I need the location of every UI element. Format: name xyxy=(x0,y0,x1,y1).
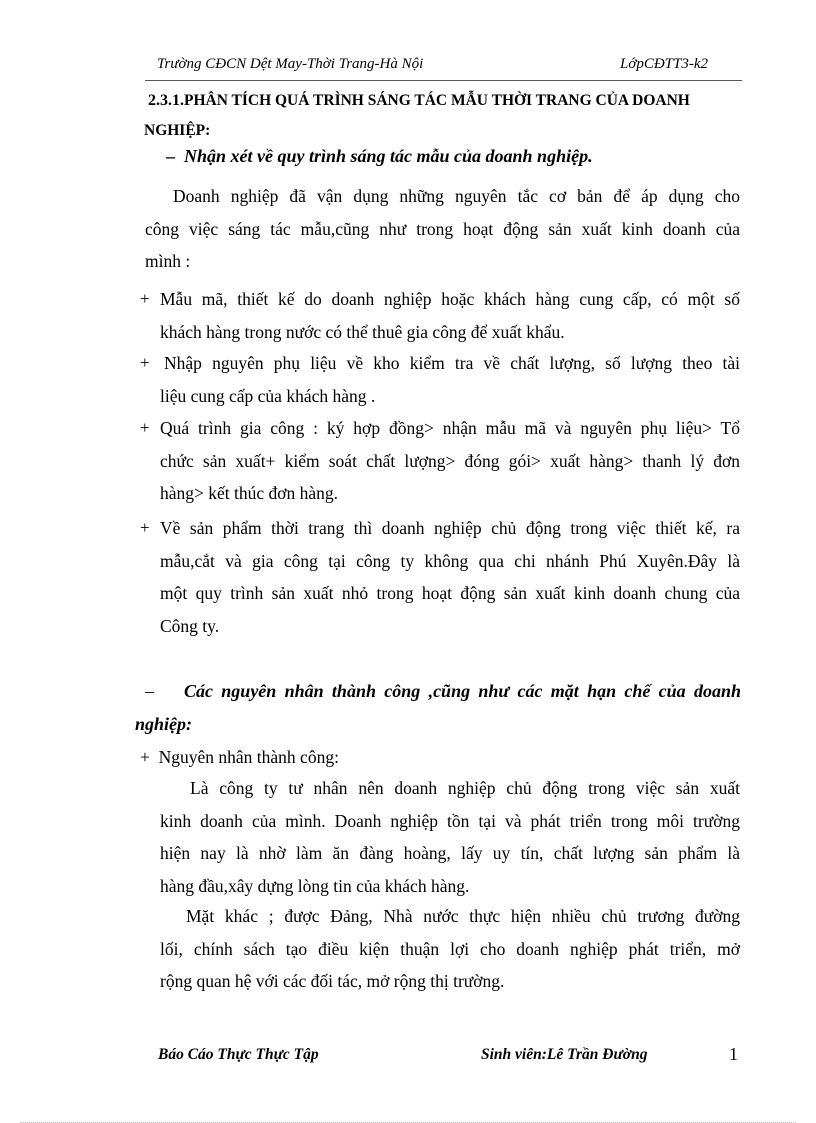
section-title xyxy=(144,86,744,146)
bullet-2 xyxy=(140,347,740,412)
section-title-line2: NGHIỆP: xyxy=(144,122,211,139)
intro-paragraph xyxy=(145,180,740,278)
intro-line-2: công việc sáng tác mẫu,cũng như trong hoạt động sản xuất kinh doanh của xyxy=(145,218,740,239)
bullet-1-sign: + xyxy=(140,289,150,308)
header-school: Trường CĐCN Dệt May-Thời Trang-Hà Nội xyxy=(157,56,424,72)
success-sign: + xyxy=(140,747,150,767)
header-divider xyxy=(145,80,742,81)
bullet-4 xyxy=(140,512,740,642)
bullet-3-line-1: Quá trình gia công : ký hợp đồng> nhận mẫu mã và nguyên phụ liệu> Tổ xyxy=(160,418,740,438)
bullet-3-line-2: chức sản xuất+ kiểm soát chất lượng> đóng gói> xuất hàng> thanh lý đơn xyxy=(160,450,740,471)
bullet-1-line-1: Mẫu mã, thiết kế do doanh nghiệp hoặc khách hàng cung cấp, có một số xyxy=(160,289,740,309)
subheading-2-line-2: nghiệp: xyxy=(135,714,193,734)
intro-line-1: Doanh nghiệp đã vận dụng những nguyên tắc cơ bản để áp dụng cho xyxy=(173,186,740,206)
success-paragraph-2 xyxy=(160,900,740,998)
success-p1-line-4: hàng đầu,xây dựng lòng tin của khách hàng. xyxy=(160,875,470,896)
footer-student: Sinh viên:Lê Trần Đường xyxy=(481,1046,648,1063)
header-class: LớpCĐTT3-k2 xyxy=(620,56,709,72)
success-label-text: Nguyên nhân thành công: xyxy=(158,747,339,767)
section-title-line1: PHÂN TÍCH QUÁ TRÌNH SÁNG TÁC MẪU THỜI TRANG CỦA DOANH xyxy=(184,92,690,109)
success-paragraph-1 xyxy=(160,772,740,902)
bullet-1-line-2: khách hàng trong nước có thể thuê gia công để xuất khẩu. xyxy=(160,321,565,342)
bullet-2-line-1: Nhập nguyên phụ liệu về kho kiểm tra về chất lượng, số lượng theo tài xyxy=(164,353,740,373)
bullet-2-sign: + xyxy=(140,353,150,372)
success-p1-line-1: Là công ty tư nhân nên doanh nghiệp chủ động trong việc sản xuất xyxy=(190,778,740,798)
bullet-4-sign: + xyxy=(140,518,150,537)
subheading-1 xyxy=(166,146,593,167)
bullet-3-line-3: hàng> kết thúc đơn hàng. xyxy=(160,483,339,503)
success-p1-line-2: kinh doanh của mình. Doanh nghiệp tồn tại và phát triển trong môi trường xyxy=(160,810,740,831)
success-p2-line-3: rộng quan hệ với các đối tác, mở rộng thị trường. xyxy=(160,971,505,991)
subheading-2 xyxy=(135,675,741,741)
success-p2-line-1: Mặt khác ; được Đảng, Nhà nước thực hiện nhiều chủ trương đường xyxy=(186,906,740,926)
subheading-1-text: Nhận xét về quy trình sáng tác mẫu của doanh nghiệp. xyxy=(184,146,593,166)
success-p2-line-2: lối, chính sách tạo điều kiện thuận lợi cho doanh nghiệp phát triển, mở xyxy=(160,938,740,959)
footer-report-title: Báo Cáo Thực Thực Tập xyxy=(158,1046,319,1063)
page-number: 1 xyxy=(729,1044,738,1064)
subheading-1-dash: – xyxy=(166,146,175,166)
subheading-2-dash: – xyxy=(145,681,154,701)
bullet-4-line-2: mẫu,cắt và gia công tại công ty không qua chi nhánh Phú Xuyên.Đây là xyxy=(160,550,740,571)
bullet-1 xyxy=(140,283,740,348)
bullet-3 xyxy=(140,412,740,510)
section-number: 2.3.1. xyxy=(148,92,184,109)
subheading-2-line-1: Các nguyên nhân thành công ,cũng như các mặt hạn chế của doanh xyxy=(184,681,741,701)
intro-line-3: mình : xyxy=(145,251,191,271)
bullet-3-sign: + xyxy=(140,418,150,437)
success-label xyxy=(140,741,740,774)
bullet-4-line-1: Về sản phẩm thời trang thì doanh nghiệp chủ động trong việc thiết kế, ra xyxy=(160,518,740,538)
success-p1-line-3: hiện nay là nhờ làm ăn đàng hoàng, lấy uy tín, chất lượng sản phẩm là xyxy=(160,843,740,863)
bullet-4-line-3: một quy trình sản xuất nhỏ trong hoạt động sản xuất kinh doanh chung của xyxy=(160,583,740,603)
bullet-4-line-4: Công ty. xyxy=(160,615,220,636)
bullet-2-line-2: liệu cung cấp của khách hàng . xyxy=(160,385,376,406)
